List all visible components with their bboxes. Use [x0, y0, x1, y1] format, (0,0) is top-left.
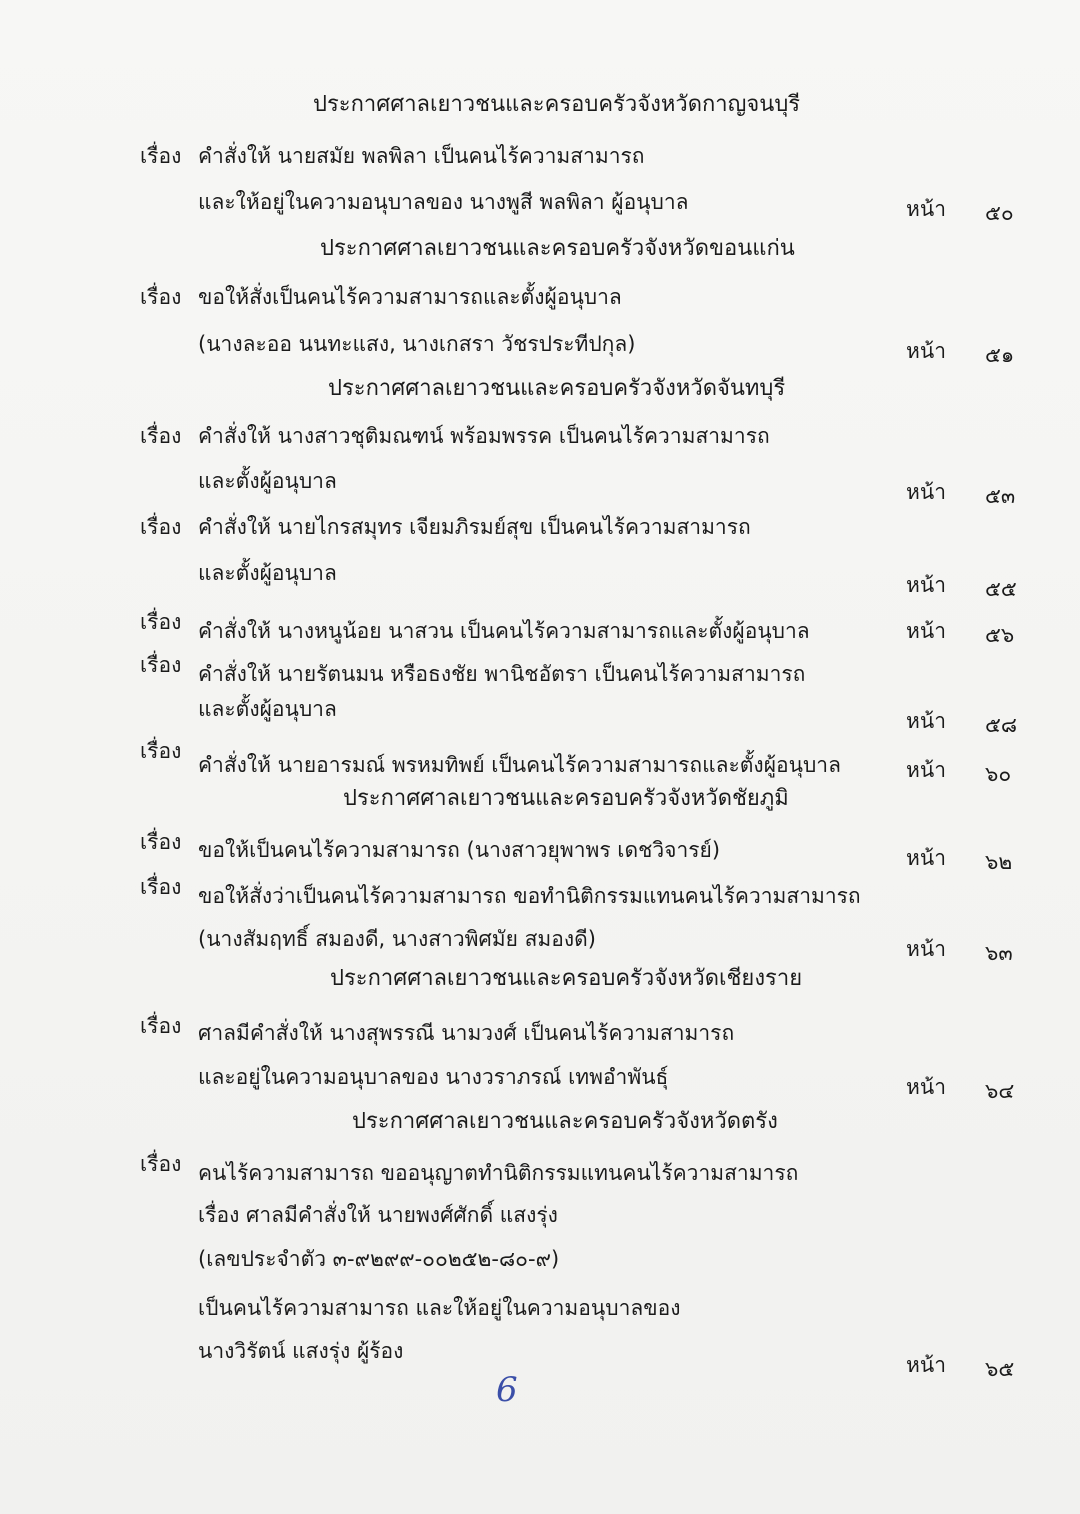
page-number: ๖๐ [985, 762, 1012, 786]
page-number: ๕๖ [985, 623, 1015, 647]
section-heading: ประกาศศาลเยาวชนและครอบครัวจังหวัดขอนแก่น [320, 236, 795, 261]
entry-text: และตั้งผู้อนุบาล [198, 697, 337, 721]
subject-label: เรื่อง [140, 424, 182, 448]
page-number: ๖๓ [985, 941, 1013, 965]
page-number: ๕๘ [985, 713, 1018, 737]
subject-label: เรื่อง [140, 1152, 182, 1176]
section-heading: ประกาศศาลเยาวชนและครอบครัวจังหวัดเชียงราย [330, 966, 803, 991]
page-number: ๖๔ [985, 1079, 1015, 1103]
entry-text: เรื่อง ศาลมีคำสั่งให้ นายพงศ์ศักดิ์ แสงรุ่ง [198, 1203, 558, 1227]
page-label: หน้า [906, 619, 946, 643]
entry-text: คำสั่งให้ นายไกรสมุทร เจียมภิรมย์สุข เป็นคนไร้ความสามารถ [198, 515, 751, 539]
page-number: ๖๕ [985, 1357, 1015, 1381]
subject-label: เรื่อง [140, 653, 182, 677]
entry-text: เป็นคนไร้ความสามารถ และให้อยู่ในความอนุบาลของ [198, 1296, 681, 1320]
section-heading: ประกาศศาลเยาวชนและครอบครัวจังหวัดกาญจนบุรี [313, 92, 801, 117]
entry-text: ขอให้เป็นคนไร้ความสามารถ (นางสาวยุพาพร เดชวิจารย์) [198, 838, 721, 862]
page-label: หน้า [906, 1075, 946, 1099]
entry-text: ขอให้สั่งเป็นคนไร้ความสามารถและตั้งผู้อนุบาล [198, 285, 622, 309]
page-label: หน้า [906, 846, 946, 870]
entry-text: คำสั่งให้ นางสาวชุติมณฑน์ พร้อมพรรค เป็นคนไร้ความสามารถ [198, 424, 770, 448]
entry-text: และอยู่ในความอนุบาลของ นางวราภรณ์ เทพอำพันธุ์ [198, 1065, 669, 1089]
page-number: ๕๑ [985, 343, 1015, 367]
page-label: หน้า [906, 758, 946, 782]
section-heading: ประกาศศาลเยาวชนและครอบครัวจังหวัดชัยภูมิ [343, 786, 789, 811]
entry-text: คนไร้ความสามารถ ขออนุญาตทำนิติกรรมแทนคนไร้ความสามารถ [198, 1161, 799, 1185]
subject-label: เรื่อง [140, 285, 182, 309]
subject-label: เรื่อง [140, 515, 182, 539]
page-number: ๕๕ [985, 577, 1017, 601]
page-number: ๖๒ [985, 850, 1013, 874]
page-label: หน้า [906, 480, 946, 504]
page-number: ๕๐ [985, 201, 1014, 225]
section-heading: ประกาศศาลเยาวชนและครอบครัวจังหวัดตรัง [352, 1109, 778, 1134]
entry-text: และให้อยู่ในความอนุบาลของ นางพูสี พลพิลา ผู้อนุบาล [198, 190, 689, 214]
page-label: หน้า [906, 709, 946, 733]
page-label: หน้า [906, 937, 946, 961]
entry-text: คำสั่งให้ นายอารมณ์ พรหมทิพย์ เป็นคนไร้ความสามารถและตั้งผู้อนุบาล [198, 753, 841, 777]
entry-text: (นางสัมฤทธิ์ สมองดี, นางสาวพิศมัย สมองดี) [198, 927, 596, 951]
page-label: หน้า [906, 1353, 946, 1377]
handwritten-page-mark: 6 [496, 1370, 518, 1410]
subject-label: เรื่อง [140, 830, 182, 854]
entry-text: (เลขประจำตัว ๓-๙๒๙๙-๐๐๒๕๒-๘๐-๙) [198, 1247, 560, 1271]
entry-text: ศาลมีคำสั่งให้ นางสุพรรณี นามวงศ์ เป็นคนไร้ความสามารถ [198, 1021, 735, 1045]
subject-label: เรื่อง [140, 875, 182, 899]
page-label: หน้า [906, 573, 946, 597]
section-heading: ประกาศศาลเยาวชนและครอบครัวจังหวัดจันทบุรี [328, 376, 786, 401]
entry-text: และตั้งผู้อนุบาล [198, 469, 337, 493]
entry-text: คำสั่งให้ นายสมัย พลพิลา เป็นคนไร้ความสามารถ [198, 144, 645, 168]
subject-label: เรื่อง [140, 144, 182, 168]
entry-text: (นางละออ นนทะแสง, นางเกสรา วัชรประทีปกุล) [198, 332, 636, 356]
entry-text: คำสั่งให้ นางหนูน้อย นาสวน เป็นคนไร้ความสามารถและตั้งผู้อนุบาล [198, 619, 810, 643]
subject-label: เรื่อง [140, 1014, 182, 1038]
entry-text: คำสั่งให้ นายรัตนมน หรือธงชัย พานิชอัตรา เป็นคนไร้ความสามารถ [198, 662, 806, 686]
page-number: ๕๓ [985, 484, 1016, 508]
subject-label: เรื่อง [140, 610, 182, 634]
subject-label: เรื่อง [140, 739, 182, 763]
page-label: หน้า [906, 197, 946, 221]
entry-text: นางวิรัตน์ แสงรุ่ง ผู้ร้อง [198, 1339, 404, 1363]
entry-text: และตั้งผู้อนุบาล [198, 561, 337, 585]
page-label: หน้า [906, 339, 946, 363]
entry-text: ขอให้สั่งว่าเป็นคนไร้ความสามารถ ขอทำนิติกรรมแทนคนไร้ความสามารถ [198, 884, 861, 908]
